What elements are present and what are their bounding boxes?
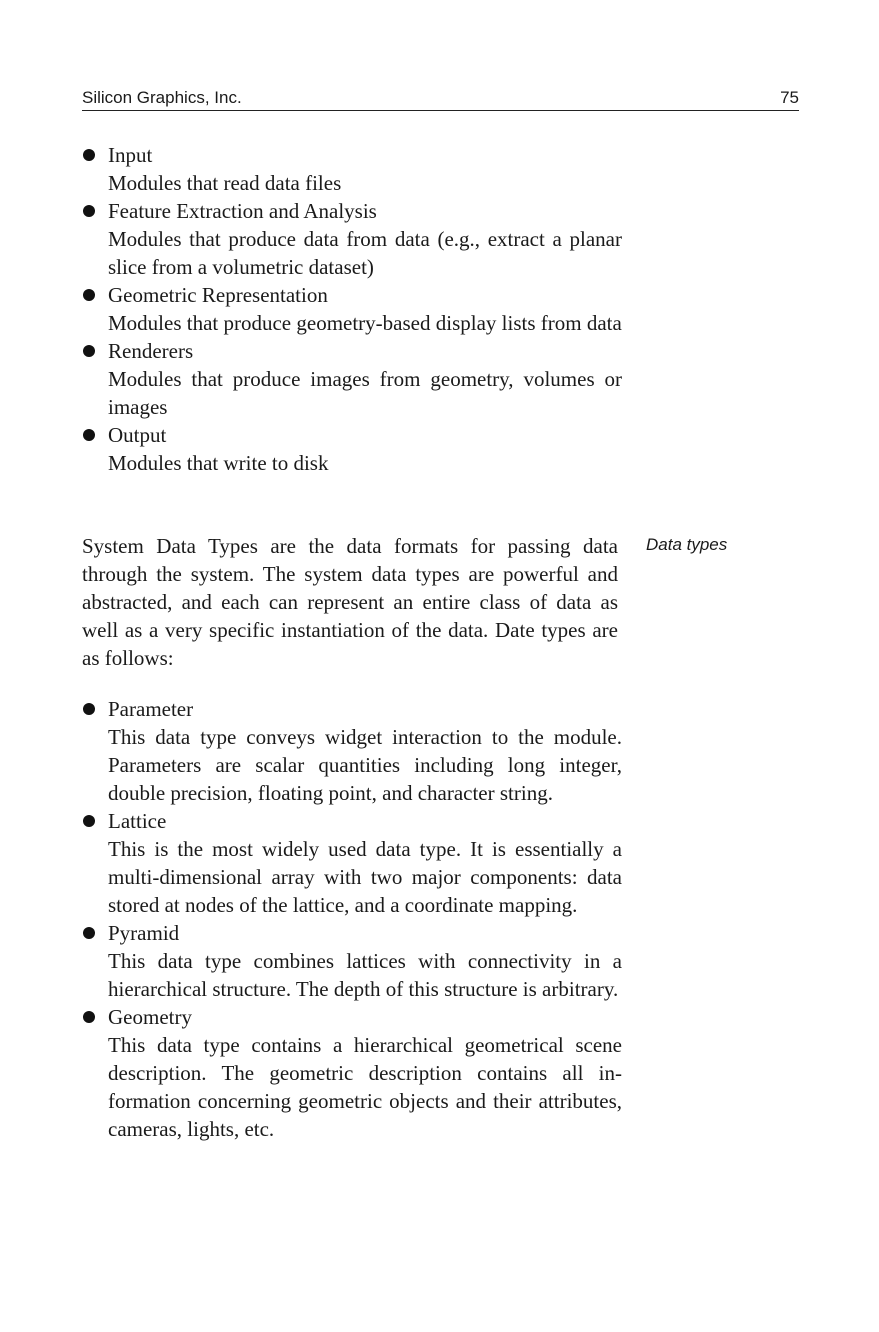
list-item	[82, 337, 622, 421]
list-item-description: Modules that produce data from data (e.g., extract a planar slice from a volumetric dataset)	[108, 227, 622, 279]
list-item	[82, 695, 622, 807]
list-item-description: Modules that produce geometry-based display lists from data	[108, 311, 622, 335]
bullet-icon	[83, 703, 95, 715]
module-category-list	[82, 141, 622, 477]
margin-note: Data types	[646, 535, 728, 554]
list-item	[82, 1003, 622, 1143]
bullet-icon	[83, 149, 95, 161]
list-item-title: Output	[108, 423, 167, 447]
bullet-icon	[83, 927, 95, 939]
list-item-title: Renderers	[108, 339, 194, 363]
list-item-description: This data type combines lattices with connectivity in a hierarchical structure. The depth of this structure is arbitrary.	[108, 949, 622, 1001]
bullet-icon	[83, 345, 95, 357]
running-header	[82, 86, 799, 111]
list-item-description: This data type conveys widget interaction to the module. Parameters are scalar quantities including long integer, double precision, floating point, and character string.	[108, 725, 622, 805]
list-item	[82, 807, 622, 919]
list-item-description: Modules that read data files	[108, 171, 342, 195]
list-item-description: Modules that produce images from geometry, volumes or images	[108, 367, 622, 419]
data-types-paragraph: System Data Types are the data formats for passing data through the system. The system data types are powerful and abstracted, and each can represent an entire class of data as well as a very specific instantiation of the data. Date types are as follows:	[82, 534, 618, 670]
list-item	[82, 281, 622, 337]
bullet-icon	[83, 429, 95, 441]
list-item-title: Lattice	[108, 809, 167, 833]
list-item-description: Modules that write to disk	[108, 451, 329, 475]
list-item	[82, 197, 622, 281]
header-company-name: Silicon Graphics, Inc.	[82, 88, 242, 107]
bullet-icon	[83, 205, 95, 217]
bullet-icon	[83, 815, 95, 827]
data-type-list	[82, 695, 622, 1143]
list-item-title: Geometry	[108, 1005, 192, 1029]
bullet-icon	[83, 1011, 95, 1023]
list-item-title: Parameter	[108, 697, 194, 721]
list-item-title: Feature Extraction and Analysis	[108, 199, 377, 223]
list-item-description: This is the most widely used data type. It is essentially a multi-dimensional array with two major components: data stored at nodes of the lattice, and a coordinate mapping.	[108, 837, 622, 917]
bullet-icon	[83, 289, 95, 301]
list-item-description: This data type contains a hierarchical geometrical scene description. The geometric description contains all information concerning geometric objects and their attributes, cameras, lights, etc.	[108, 1033, 622, 1141]
list-item-title: Pyramid	[108, 921, 180, 945]
list-item-title: Geometric Representation	[108, 283, 328, 307]
list-item-title: Input	[108, 143, 153, 167]
list-item	[82, 421, 622, 477]
list-item	[82, 919, 622, 1003]
page-number: 75	[780, 88, 799, 107]
list-item	[82, 141, 622, 197]
